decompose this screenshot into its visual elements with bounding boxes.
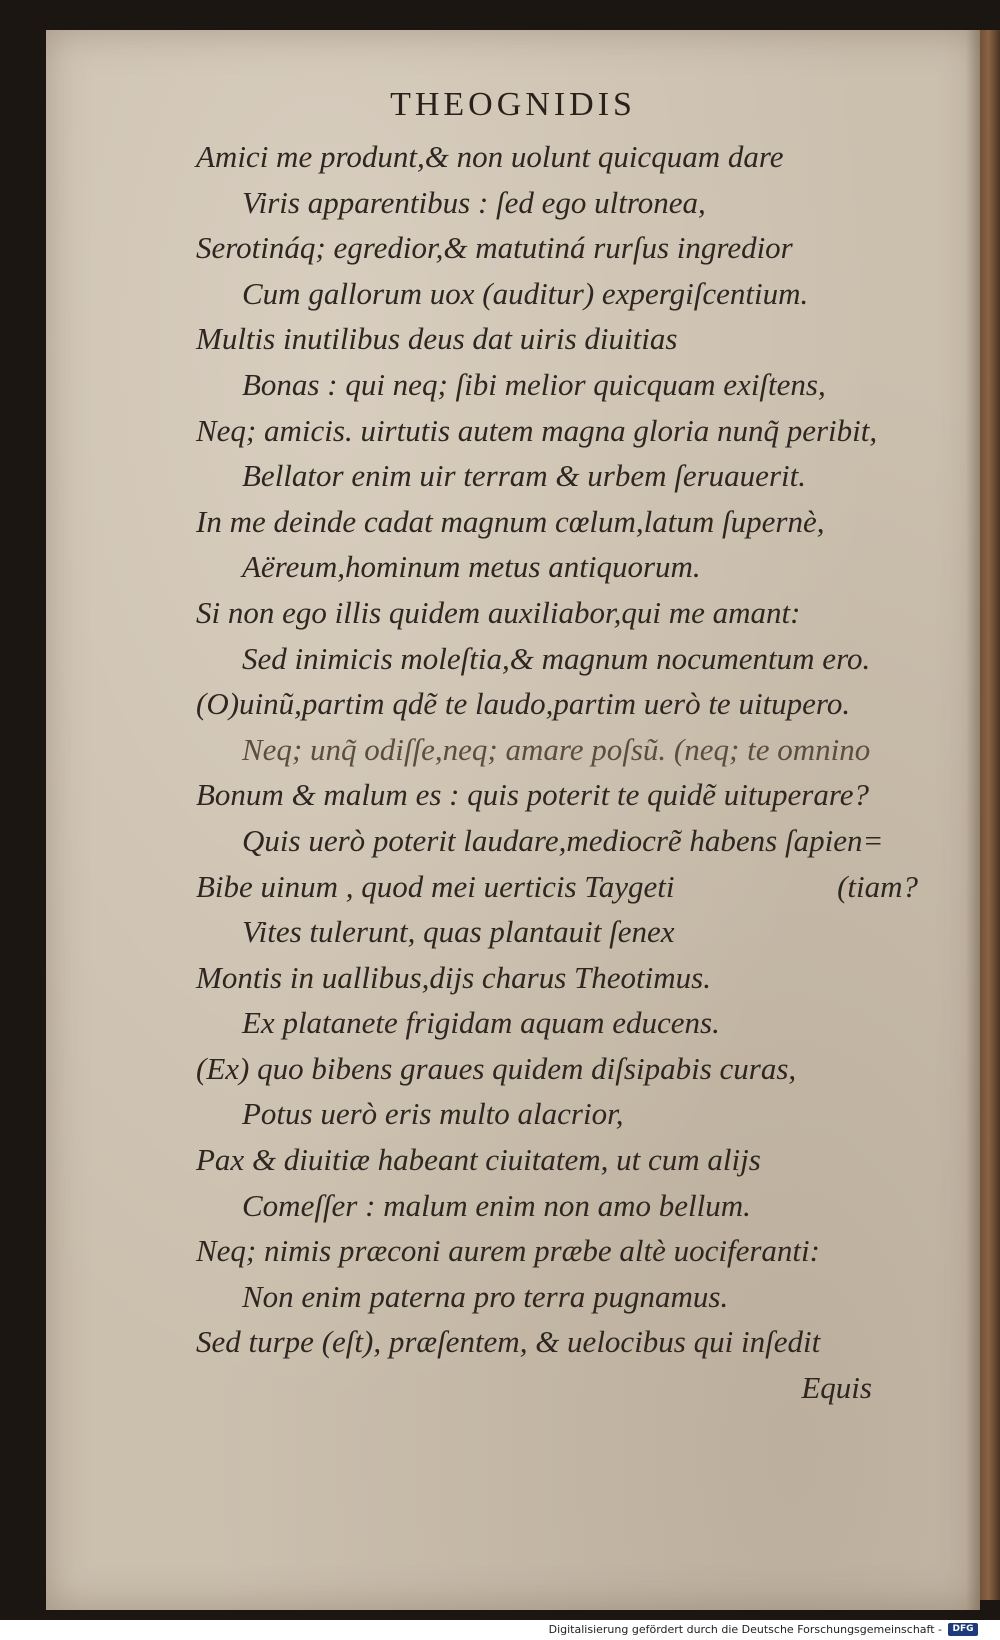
verse-line: Montis in uallibus,dijs charus Theotimus.	[196, 959, 711, 995]
verse-line: Si non ego illis quidem auxiliabor,qui me amant:	[196, 594, 801, 630]
verse-line: Pax & diuitiæ habeant ciuitatem, ut cum alijs	[196, 1142, 761, 1178]
verse-line: (Ex) quo bibens graues quidem diſsipabis curas,	[196, 1050, 797, 1086]
verse-line: Bonas : qui neq; ſibi melior quicquam exiſtens,	[242, 366, 826, 402]
verse-line: In me deinde cadat magnum cœlum,latum ſupernè,	[196, 503, 825, 539]
book-page	[46, 30, 980, 1610]
verse-line: Bellator enim uir terram & urbem ſeruauerit.	[242, 458, 806, 494]
digitization-footer	[0, 1620, 1000, 1640]
verse-line: Comeſſer : malum enim non amo bellum.	[242, 1187, 751, 1223]
verse-line: Bonum & malum es : quis poterit te quidẽ uituperare?	[196, 777, 870, 813]
verse-line: Non enim paterna pro terra pugnamus.	[242, 1278, 729, 1314]
verse-line: (O)uinũ,partim qdẽ te laudo,partim uerò te uitupero.	[196, 686, 851, 722]
verse-line: Cum gallorum uox (auditur) expergiſcentium.	[242, 275, 809, 311]
verse-line: Neq; nimis præconi aurem præbe altè uociferanti:	[196, 1233, 820, 1269]
margin-note: (tiam?	[837, 868, 918, 904]
verse-block	[196, 134, 976, 1411]
verse-line: Potus uerò eris multo alacrior,	[242, 1096, 624, 1132]
funding-credit: Digitalisierung gefördert durch die Deutsche Forschungsgemeinschaft -	[548, 1623, 942, 1636]
catchword: Equis	[801, 1370, 872, 1406]
running-head: THEOGNIDIS	[390, 86, 636, 123]
verse-line: Vites tulerunt, quas plantauit ſenex	[242, 914, 675, 950]
verse-line: Viris apparentibus : ſed ego ultronea,	[242, 184, 706, 220]
dfg-logo: DFG	[948, 1623, 978, 1636]
verse-line: Neq; unq̃ odiſſe,neq; amare poſsũ. (neq; te omnino	[242, 731, 871, 767]
verse-line: Sed inimicis moleſtia,& magnum nocumentum ero.	[242, 640, 871, 676]
verse-line: Neq; amicis. uirtutis autem magna gloria nunq̃ peribit,	[196, 412, 878, 448]
verse-line: Bibe uinum , quod mei uerticis Taygeti (tiam?	[196, 864, 976, 910]
verse-line: Serotináq; egredior,& matutiná rurſus ingredior	[196, 230, 793, 266]
verse-line: Multis inutilibus deus dat uiris diuitias	[196, 321, 678, 357]
verse-line: Aëreum,hominum metus antiquorum.	[242, 549, 701, 585]
verse-line: Amici me produnt,& non uolunt quicquam dare	[196, 139, 784, 174]
verse-line: Quis uerò poterit laudare,mediocrẽ habens ſapien=	[242, 822, 884, 858]
verse-line: Sed turpe (eſt), præſentem, & uelocibus qui inſedit	[196, 1324, 821, 1360]
verse-line: Ex platanete frigidam aquam educens.	[242, 1005, 720, 1041]
